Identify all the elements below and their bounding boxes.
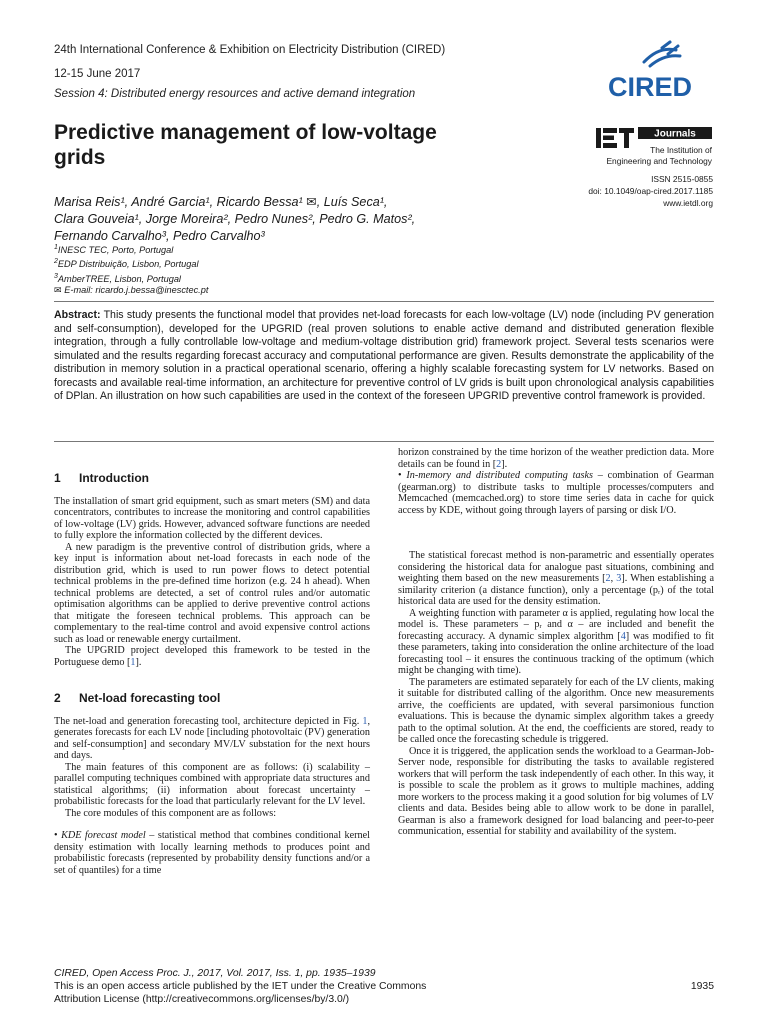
issn-block [588, 173, 713, 209]
iet-logo [596, 124, 714, 170]
cired-logo [604, 40, 714, 102]
authors-line-2: Clara Gouveia¹, Jorge Moreira², Pedro Nunes², Pedro G. Matos², [54, 212, 416, 226]
authors-line-3: Fernando Carvalho³, Pedro Carvalho³ [54, 229, 265, 243]
abstract [54, 309, 714, 404]
method-p1-text-b: ]. When establishing a similarity criterion (a distance function), only a percentage (pᵣ) of the total historical data are used for the density estimation. [398, 573, 714, 607]
iet-line1: The Institution of [650, 145, 712, 155]
tool-p1-text-b: , generates forecasts for each LV node [including photovoltaic (PV) generation and self-consumption] and secondary MV/LV substation for the next hours and days. [54, 715, 370, 761]
kde-continuation [398, 447, 714, 470]
affiliation-2: $^2$EDP Distribuição, Lisbon, Portugal [54, 258, 199, 270]
footer-citation [54, 967, 426, 980]
citation-link[interactable]: 3 [616, 573, 622, 584]
section-1-number: 1 [54, 471, 61, 485]
intro-p3-text-a: The UPGRID project developed this framework to be tested in the Portuguese demo [ [54, 645, 370, 668]
session-line [54, 88, 415, 100]
email-line [54, 285, 208, 296]
title-line-2: grids [54, 146, 106, 169]
footer [54, 967, 426, 1006]
method-p1-text-a: The statistical forecast method is non-parametric and essentially operates considering the historical data for analogue past situations, combining and weighting them based on the new measurements [ [398, 550, 714, 584]
intro-paragraph-3 [54, 645, 370, 668]
abstract-text: This study presents the functional model that provides net-load forecasts for each low-voltage (LV) node (including PV generation and self-consumption), developed for the UPGRID (real proven solutions to enable active demand and distributed generation flexible integration, through a fully controllable low-voltage and medium-voltage distribution grid) framework project. Several tests scenarios were simulated and the results regarding forecast accuracy and computational performance are given. Results demonstrate the applicability of the distribution in memory solution in a practical operational scenario, offering a highly scalable forecasting system for LV networks. Based on forecasts and available real-time information, an architecture for preventive control of LV grids is built upon chronological analysis capabilities of DPlan. An illustration on how such capabilities are used in the context of the foreseen UPGRID preventive control framework is provided. [54, 309, 714, 402]
cired-logo-text: CIRED [608, 72, 693, 102]
tool-paragraph-2: The main features of this component are as follows: (i) scalability – parallel computing techniques combined with appropriate data structures and statistical algorithms; (ii) information about forecast uncertainty – probabilistic forecasts for the load that particularly relevant for the LV level. [54, 761, 370, 807]
bullet-in-memory [398, 470, 714, 516]
affiliation-1: $^1$INESC TEC, Porto, Portugal [54, 244, 174, 256]
section-2-heading [54, 693, 370, 705]
method-paragraph-4: Once it is triggered, the application sends the workload to a Gearman-Job-Server node, responsible for distributing the tasks to available registered workers that will perform the task independently of each other. In this way, it is possible to scale the problem as it grows to multiple machines, adding more workers to the process making it a good solution for big volumes of LV clients and data. Besides being able to allow work to be done in parallel, Gearman is also a framework designed for load balancing and peer-to-peer communication, essential for stability and availability of the system. [398, 745, 714, 837]
method-p2-text-b: ] was modified to fit these parameters, taking into consideration the online architecture of the load forecasting tool – it ensures the continuous tracking of the optimum (which might be changing with time). [398, 630, 714, 676]
kde-cont-text-b: ]. [501, 458, 508, 470]
footer-citation-text: CIRED, Open Access Proc. J., 2017, Vol. 2017, Iss. 1, pp. 1935–1939 [54, 968, 376, 979]
citation-link[interactable]: 2 [496, 458, 502, 470]
affiliation-3-text: AmberTREE, Lisbon, Portugal [57, 273, 181, 284]
intro-paragraph-2: A new paradigm is the preventive control of distribution grids, where a key input is information about net-load forecasts in each node of the distribution grid, which is used to run power flows to detect potential technical problems in the pre-defined time horizon (e.g. 24 h ahead). When technical problems are detected, a set of control rules and/or automatic optimisation algorithms can be applied to derive preventive control actions that mitigate the foreseen technical problems. This approach can be complementary to the real-time control and avoid expensive control actions such as load or renewable energy curtailment. [54, 541, 370, 645]
authors-line-1: Marisa Reis¹, André Garcia¹, Ricardo Bessa¹ ✉, Luís Seca¹, [54, 195, 388, 209]
journal-url: www.ietdl.org [663, 198, 713, 208]
bullet-kde [54, 830, 370, 876]
bullet-icon: • [54, 830, 62, 841]
session-text: Session 4: Distributed energy resources and active demand integration [54, 88, 416, 100]
email: E-mail: ricardo.j.bessa@inesctec.pt [64, 285, 209, 296]
method-p2-text-a: A weighting function with parameter α is applied, regulating how local the model is. These parameters – pᵣ and α – are included and benefit the forecasting accuracy. A dynamic simplex algorithm [ [398, 607, 714, 642]
bullet-kde-term: KDE forecast model [61, 830, 146, 841]
bullet-in-memory-text: – combination of Gearman (gearman.org) to distribute tasks to multiple processes/computers and Memcached (memcached.org) to store time series data in cache for quick access by KDE, without going through layers of parsing or disk I/O. [398, 470, 714, 516]
intro-paragraph-1: The installation of smart grid equipment, such as smart meters (SM) and data concentrators, contributes to increase the monitoring and control capabilities of low-voltage (LV) grids. However, advanced software functions are needed to fully explore the information collected by the different devices. [54, 495, 370, 541]
affiliation-3: $^3$AmberTREE, Lisbon, Portugal [54, 272, 181, 284]
kde-cont-text-a: horizon constrained by the time horizon of the weather prediction data. More details can be found in [ [398, 447, 714, 470]
conference-name: 24th International Conference & Exhibition on Electricity Distribution (CIRED) [54, 44, 446, 56]
envelope-icon: ✉ [54, 285, 65, 296]
tool-p1-text-a: The net-load and generation forecasting tool, architecture depicted in Fig. [54, 715, 363, 727]
intro-p3-text-b: ]. [135, 656, 142, 668]
right-column [398, 447, 714, 838]
method-paragraph-2 [398, 608, 714, 677]
footer-license-1: This is an open access article published by the IET under the Creative Commons [54, 981, 427, 992]
citation-link[interactable]: 2 [605, 573, 611, 584]
issn: ISSN 2515-0855 [651, 174, 713, 184]
footer-license-2: Attribution License (http://creativecommons.org/licenses/by/3.0/) [54, 994, 350, 1005]
affiliations [54, 242, 208, 296]
figure-link[interactable]: 1 [362, 715, 368, 727]
bullet-icon: • [398, 470, 407, 481]
method-paragraph-1 [398, 550, 714, 608]
citation-link[interactable]: 4 [620, 630, 626, 642]
section-1-title: Introduction [79, 471, 149, 485]
iet-journals-text: Journals [654, 128, 696, 140]
divider-bottom [54, 441, 714, 442]
conference-dates: 12-15 June 2017 [54, 68, 141, 80]
affiliation-2-text: EDP Distribuição, Lisbon, Portugal [57, 259, 199, 270]
author-list [54, 194, 415, 245]
page-number: 1935 [690, 981, 714, 992]
iet-line2: Engineering and Technology [606, 156, 712, 166]
bullet-kde-text: – statistical method that combines conditional kernel density estimation with locally learning methods to produces point and probabilistic forecasts (represented by probability density functions and/or a set of quantiles) for a time [54, 830, 370, 876]
citation-link[interactable]: 1 [130, 656, 136, 668]
paper-title [54, 120, 437, 170]
title-line-1: Predictive management of low-voltage [54, 121, 437, 144]
method-p1-sep: , [610, 573, 617, 584]
divider-top [54, 301, 714, 302]
left-column [54, 473, 370, 876]
bullet-in-memory-term: In-memory and distributed computing tasks [406, 470, 594, 481]
tool-paragraph-3: The core modules of this component are as follows: [65, 807, 277, 819]
affiliation-1-text: INESC TEC, Porto, Portugal [57, 245, 174, 256]
tool-paragraph-1 [54, 716, 370, 762]
section-2-number: 2 [54, 691, 61, 705]
doi: doi: 10.1049/oap-cired.2017.1185 [588, 186, 713, 196]
section-1-heading [54, 473, 370, 485]
method-paragraph-3: The parameters are estimated separately for each of the LV clients, making it suitable for distributed calling of the algorithm. Once new measurements arrive, the coefficients are updated, with several parsimonious function evaluations. This is because the dynamic simplex algorithm takes a greedy path to the optimal solution. At the end, the coefficients are stored, ready to be called once the forecasting schedule is triggered. [398, 676, 714, 745]
abstract-label: Abstract: [54, 309, 101, 321]
section-2-title: Net-load forecasting tool [79, 691, 221, 705]
